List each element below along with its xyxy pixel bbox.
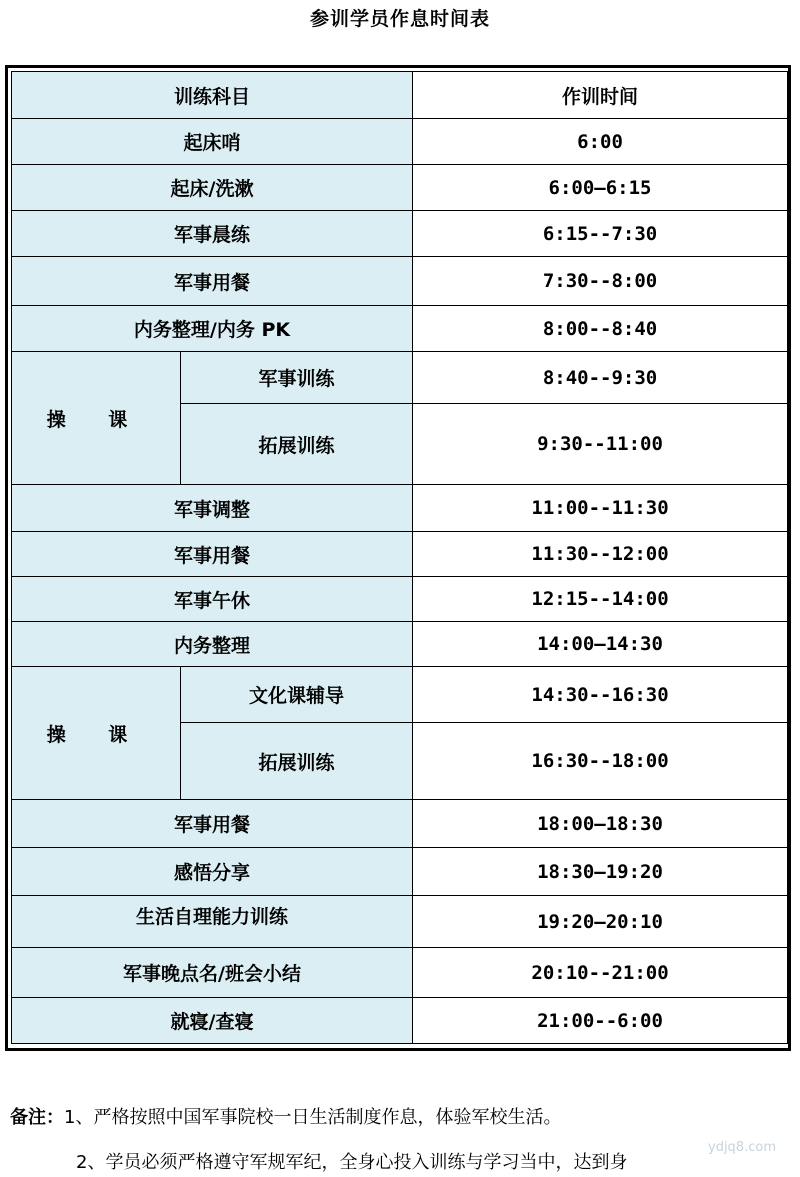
group-cell: 操 课 (12, 352, 181, 485)
time-cell: 18:30—19:20 (413, 848, 788, 896)
table-row (12, 119, 788, 165)
time-cell: 8:40--9:30 (413, 352, 788, 404)
subject-cell: 军事午休 (12, 577, 413, 622)
time-cell: 18:00—18:30 (413, 800, 788, 848)
table-row (12, 800, 788, 848)
table-row (12, 352, 788, 404)
schedule-table (11, 71, 788, 1044)
subject-cell: 生活自理能力训练 (12, 896, 413, 948)
time-cell: 11:00--11:30 (413, 485, 788, 532)
table-row (12, 165, 788, 211)
time-cell: 7:30--8:00 (413, 257, 788, 306)
subject-cell: 拓展训练 (181, 404, 413, 485)
subject-cell: 军事用餐 (12, 257, 413, 306)
subject-header: 训练科目 (12, 72, 413, 119)
time-cell: 20:10--21:00 (413, 948, 788, 998)
time-header: 作训时间 (413, 72, 788, 119)
note-line-2 (76, 1148, 627, 1174)
note-line-1 (10, 1103, 561, 1129)
table-row (12, 948, 788, 998)
page-title: 参训学员作息时间表 (309, 8, 490, 30)
time-cell: 16:30--18:00 (413, 723, 788, 800)
time-cell: 21:00--6:00 (413, 998, 788, 1044)
table-row (12, 896, 788, 948)
subject-cell: 拓展训练 (181, 723, 413, 800)
note-label: 备注： (10, 1107, 64, 1128)
subject-cell: 军事用餐 (12, 800, 413, 848)
time-cell: 6:00 (413, 119, 788, 165)
watermark: ydjq8.com (708, 1140, 776, 1155)
time-cell: 11:30--12:00 (413, 532, 788, 577)
table-row (12, 667, 788, 723)
time-cell: 9:30--11:00 (413, 404, 788, 485)
table-row (12, 532, 788, 577)
time-cell: 6:00—6:15 (413, 165, 788, 211)
time-cell: 14:30--16:30 (413, 667, 788, 723)
table-row (12, 257, 788, 306)
subject-cell: 军事调整 (12, 485, 413, 532)
note-text-2: 2、学员必须严格遵守军规军纪，全身心投入训练与学习当中，达到身 (76, 1152, 628, 1173)
subject-cell: 就寝/查寝 (12, 998, 413, 1044)
time-cell: 19:20—20:10 (413, 896, 788, 948)
subject-cell: 军事晨练 (12, 211, 413, 257)
subject-cell: 感悟分享 (12, 848, 413, 896)
time-cell: 12:15--14:00 (413, 577, 788, 622)
table-row (12, 848, 788, 896)
subject-cell: 内务整理 (12, 622, 413, 667)
subject-cell: 起床哨 (12, 119, 413, 165)
note-text-1: 1、严格按照中国军事院校一日生活制度作息，体验军校生活。 (64, 1107, 562, 1128)
time-cell: 14:00—14:30 (413, 622, 788, 667)
subject-cell: 军事训练 (181, 352, 413, 404)
table-row (12, 306, 788, 352)
time-cell: 8:00--8:40 (413, 306, 788, 352)
table-row (12, 998, 788, 1044)
group-cell: 操 课 (12, 667, 181, 800)
table-row (12, 485, 788, 532)
table-row (12, 211, 788, 257)
table-row (12, 622, 788, 667)
subject-cell: 军事用餐 (12, 532, 413, 577)
subject-cell: 内务整理/内务 PK (12, 306, 413, 352)
table-row (12, 577, 788, 622)
time-cell: 6:15--7:30 (413, 211, 788, 257)
header-row (12, 72, 788, 119)
subject-cell: 起床/洗漱 (12, 165, 413, 211)
subject-cell: 军事晚点名/班会小结 (12, 948, 413, 998)
subject-cell: 文化课辅导 (181, 667, 413, 723)
